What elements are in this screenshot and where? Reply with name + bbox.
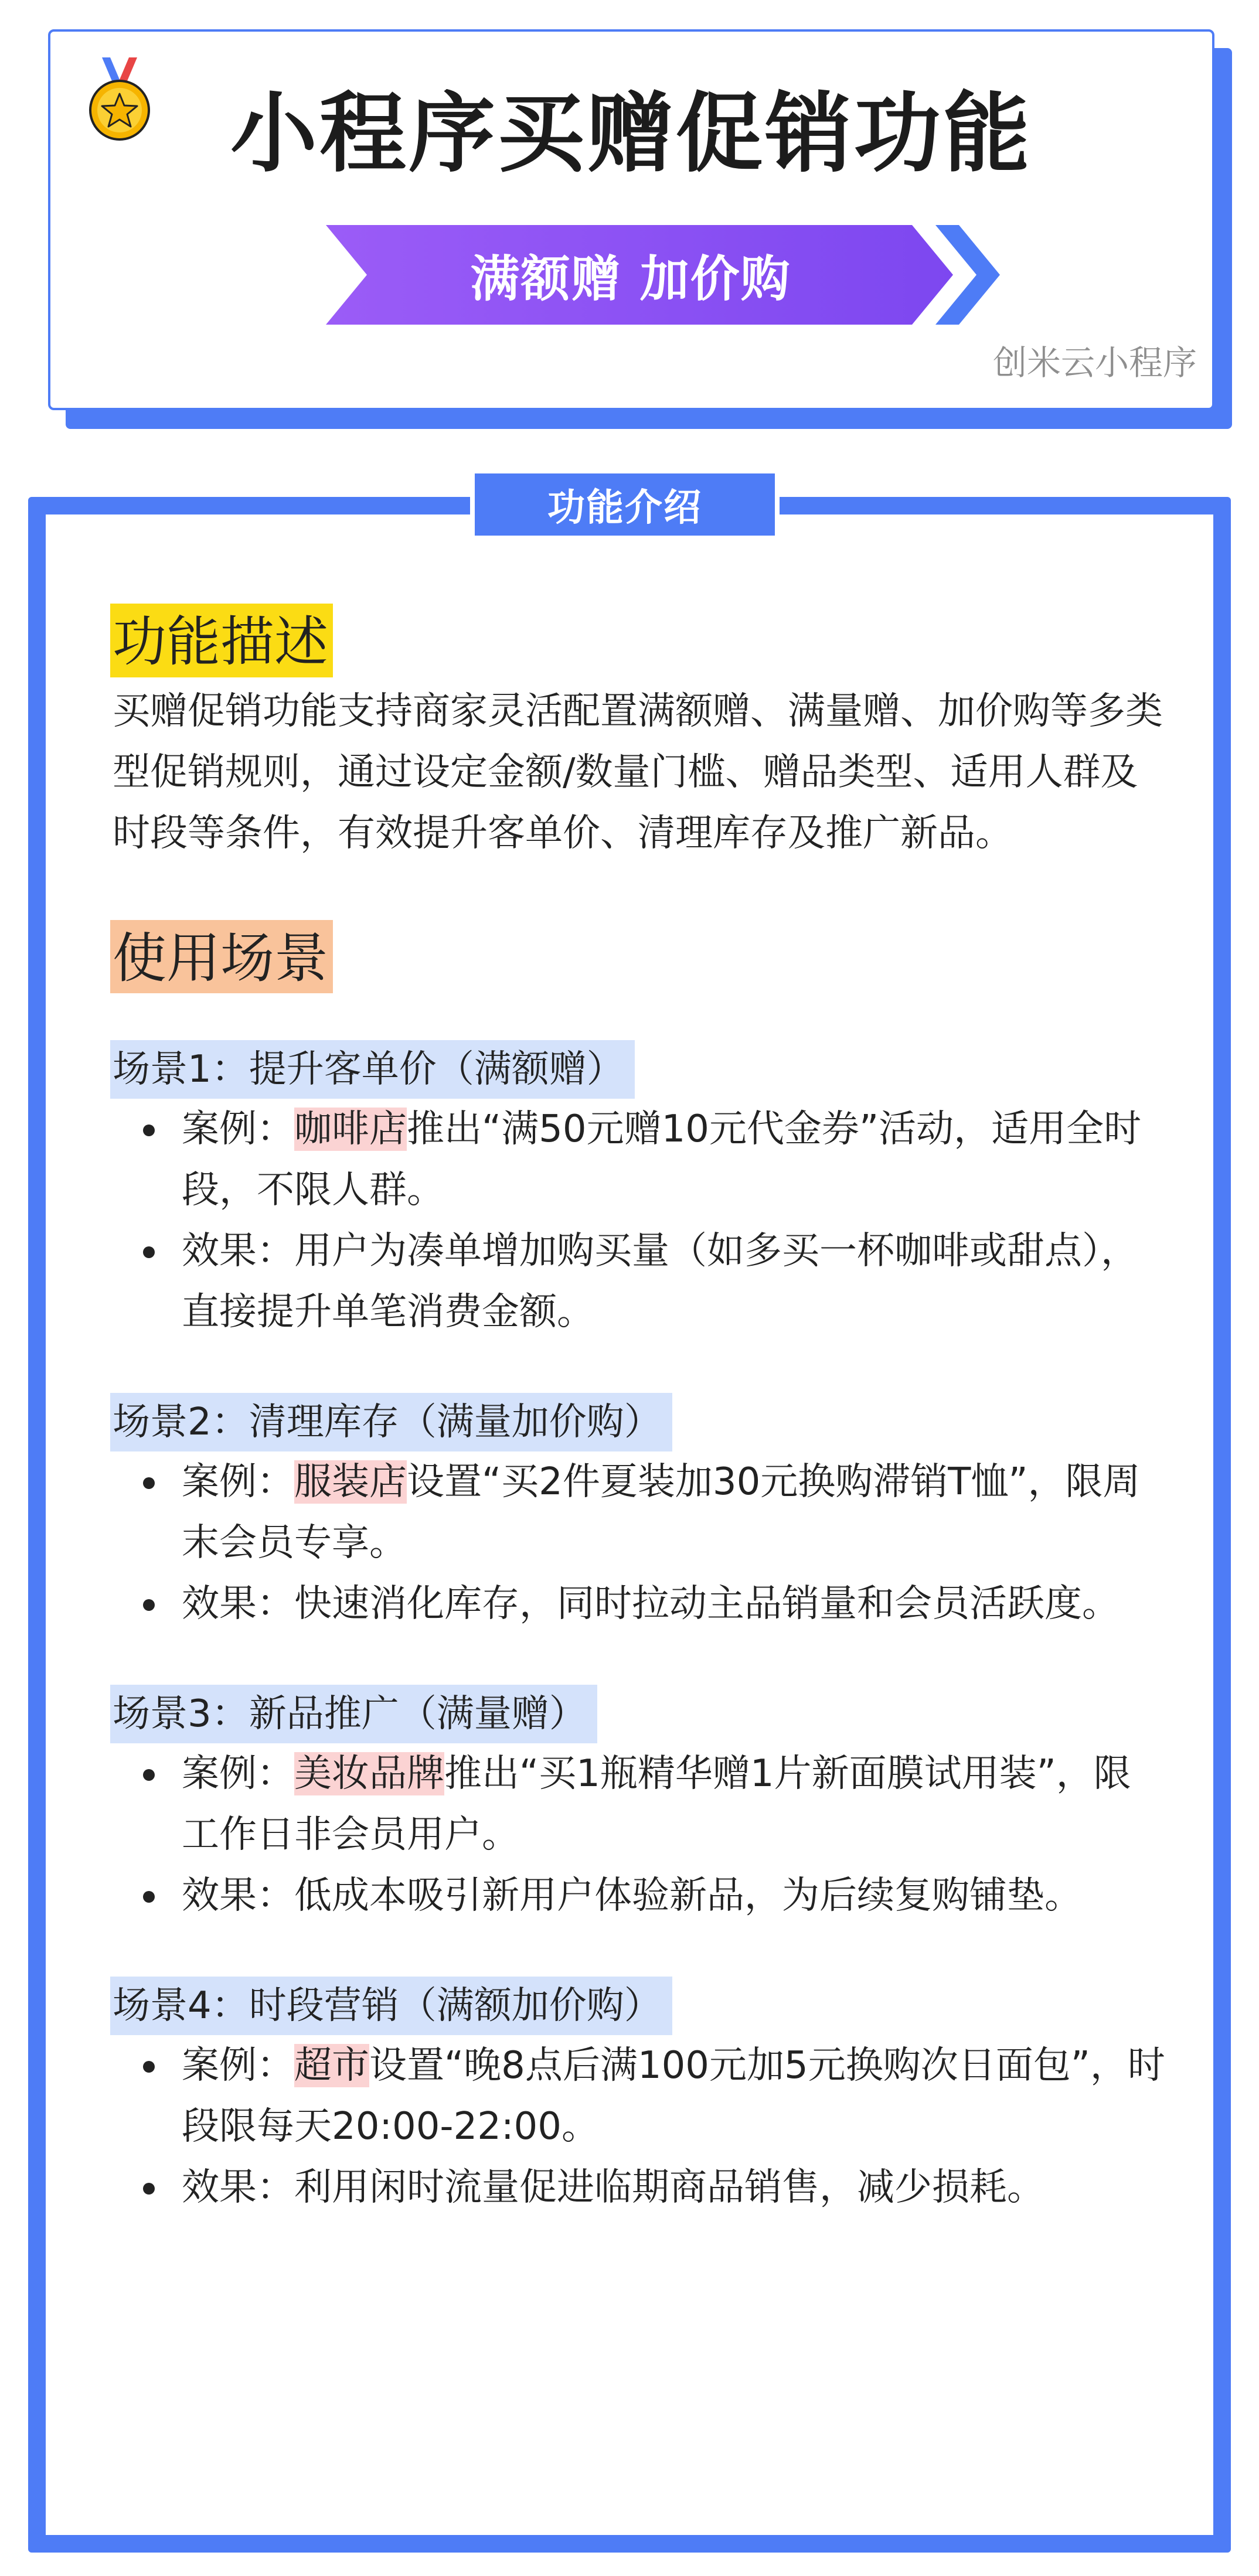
scene-case [113,1451,1168,1573]
case-highlight: 服装店 [294,1460,407,1504]
case-highlight: 超市 [294,2044,369,2088]
brand-name: 创米云小程序 [992,343,1197,383]
case-rest: 设置“买2件夏装加30元换购滞销T恤”，限周末会员专享。 [182,1460,1141,1565]
case-prefix: 案例： [182,1108,294,1151]
scene-title: 场景4：时段营销（满额加价购） [110,1977,672,2035]
header-card [48,29,1214,410]
scene-title: 场景1：提升客单价（满额赠） [110,1040,635,1099]
scene-title: 场景3：新品推广（满量赠） [110,1685,597,1743]
ribbon-text: 满额赠 加价购 [470,250,791,308]
case-prefix: 案例： [182,2044,294,2088]
scene-effect: 效果：利用闲时流量促进临期商品销售，减少损耗。 [113,2157,1168,2218]
case-highlight: 咖啡店 [294,1108,407,1151]
section-label: 功能介绍 [470,469,780,540]
scene-block [113,1040,1168,1342]
case-highlight: 美妆品牌 [294,1752,444,1796]
page-title: 小程序买赠促销功能 [230,83,1032,184]
case-prefix: 案例： [182,1752,294,1796]
scene-case [113,1099,1168,1221]
case-rest: 设置“晚8点后满100元加5元换购次日面包”，时段限每天20:00-22:00。 [182,2044,1165,2149]
scenes-heading: 使用场景 [110,920,333,994]
description-text: 买赠促销功能支持商家灵活配置满额赠、满量赠、加价购等多类型促销规则，通过设定金额/数量门槛、赠品类型、适用人群及时段等条件，有效提升客单价、清理库存及推广新品。 [113,689,1163,855]
scene-block [113,1685,1168,1926]
description-heading: 功能描述 [110,604,333,677]
case-prefix: 案例： [182,1460,294,1504]
case-rest: 推出“满50元赠10元代金券”活动，适用全时段，不限人群。 [182,1108,1142,1212]
scene-case [113,1743,1168,1865]
scene-block [113,1977,1168,2218]
scene-effect: 效果：低成本吸引新用户体验新品，为后续复购铺垫。 [113,1865,1168,1926]
case-rest: 推出“买1瓶精华赠1片新面膜试用装”，限工作日非会员用户。 [182,1752,1131,1857]
scene-title: 场景2：清理库存（满量加价购） [110,1393,672,1451]
scene-block [113,1393,1168,1634]
scene-effect: 效果：快速消化库存，同时拉动主品销量和会员活跃度。 [113,1573,1168,1634]
section-content [113,604,1168,2218]
scene-effect: 效果：用户为凑单增加购买量（如多买一杯咖啡或甜点），直接提升单笔消费金额。 [113,1221,1168,1342]
scene-case [113,2035,1168,2157]
